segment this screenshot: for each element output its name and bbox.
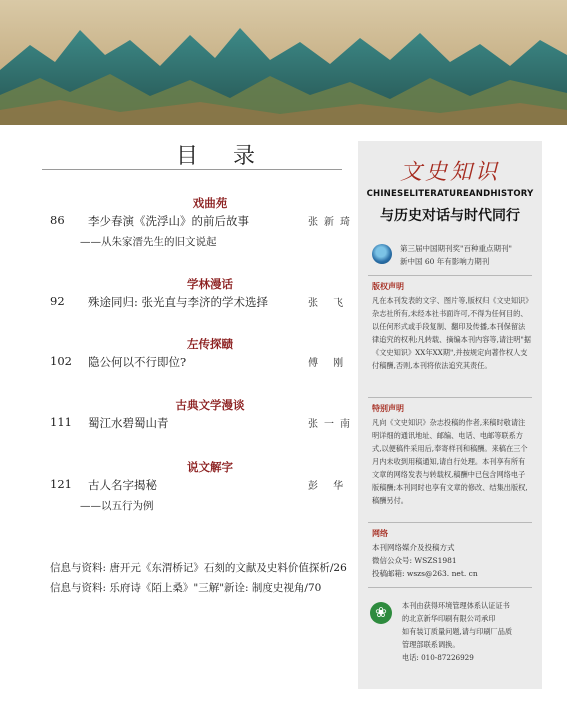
magazine-brand: 文史知识 xyxy=(399,160,500,185)
award-medal-icon xyxy=(372,244,392,264)
printer-line: 的北京新华印刷有限公司承印 xyxy=(402,614,496,623)
article-title: 李少春演《洗浮山》的前后故事 xyxy=(88,214,249,228)
category-heading: 说文解字 xyxy=(187,460,233,474)
award-text xyxy=(400,242,512,268)
article-subtitle: ——从朱家溍先生的旧文说起 xyxy=(80,236,217,248)
article-author: 张 飞 xyxy=(308,298,350,309)
printer-line: 如有装订质量问题,请与印刷厂品质 xyxy=(402,627,513,636)
panel-divider xyxy=(368,587,532,588)
magazine-info-panel xyxy=(358,141,542,689)
article-author: 张新琦 xyxy=(308,217,356,228)
printer-phone: 电话: 010-87226929 xyxy=(402,653,474,662)
category-heading: 左传探赜 xyxy=(187,337,233,351)
panel-divider xyxy=(368,275,532,276)
article-title: 殊途同归: 张光直与李济的学术选择 xyxy=(88,295,269,309)
printer-line: 管理部联系调换。 xyxy=(402,640,460,649)
info-line[interactable]: 信息与资料: 乐府诗《陌上桑》"三解"新诠: 制度史视角/70 xyxy=(50,582,322,594)
toc-title: 目 录 xyxy=(176,144,269,169)
article-title: 隐公何以不行即位? xyxy=(88,355,187,369)
article-subtitle: ——以五行为例 xyxy=(80,500,154,512)
award-line: 新中国 60 年有影响力期刊 xyxy=(400,257,490,266)
network-heading: 网络 xyxy=(372,528,388,538)
copyright-text: 凡在本刊发表的文字、图片等,版权归《文史知识》杂志社所有,未经本社书面许可,不得为任何目的、以任何形式或手段复制、翻印及传播,本刊保留法律追究的权利;凡转载、摘编本刊内容等,请注明"据《文史知识》XX年XX期",并按规定向著作权人支付稿酬,否则,本刊将依法追究其责任。 xyxy=(372,296,531,370)
info-line[interactable]: 信息与资料: 唐开元《东渭桥记》石刻的文献及史料价值探析/26 xyxy=(50,562,347,574)
submission-email[interactable]: 投稿邮箱: wszs@263. net. cn xyxy=(372,569,478,578)
category-heading: 古典文学漫谈 xyxy=(175,398,245,412)
panel-divider xyxy=(368,522,532,523)
printer-line: 本刊由获得环境管理体系认证证书 xyxy=(402,601,510,610)
landscape-banner xyxy=(0,0,567,125)
network-line: 本刊网络媒介及投稿方式 xyxy=(372,543,455,552)
page-number: 102 xyxy=(50,354,72,368)
magazine-slogan: 与历史对话与时代同行 xyxy=(380,208,520,224)
printer-info xyxy=(402,599,512,664)
panel-divider xyxy=(368,397,532,398)
page-number: 121 xyxy=(50,477,72,491)
magazine-brand-english: CHINESELITERATUREANDHISTORY xyxy=(366,189,534,199)
article-title: 蜀江水碧蜀山青 xyxy=(88,416,169,430)
wechat-account[interactable]: 微信公众号: WSZS1981 xyxy=(372,556,457,565)
article-author: 张一南 xyxy=(308,419,356,430)
article-title: 古人名字揭秘 xyxy=(88,478,157,492)
leaf-icon: ❀ xyxy=(370,602,392,624)
award-line: 第三届中国期刊奖"百种重点期刊" xyxy=(400,244,512,253)
special-notice-text: 凡向《文史知识》杂志投稿的作者,来稿时敬请注明详细的通讯地址、邮编、电话、电邮等联系方式,以便稿件采用后,奉寄样刊和稿酬。来稿在三个月内未收到用稿通知,请自行处理。本刊享有所有文章的网络发表与转载权,稿酬中已包含网络电子版稿酬;本刊同时也享有文章的修改、结集出版权,稿酬另付。 xyxy=(372,418,528,505)
page-number: 111 xyxy=(50,415,72,429)
article-author: 彭 华 xyxy=(308,481,350,492)
title-divider xyxy=(42,169,342,170)
page-number: 92 xyxy=(50,294,65,308)
category-heading: 学林漫话 xyxy=(187,277,233,291)
copyright-heading: 版权声明 xyxy=(372,281,404,291)
article-author: 傅 刚 xyxy=(308,358,350,369)
landscape-painting xyxy=(0,0,567,125)
special-notice-heading: 特别声明 xyxy=(372,403,404,413)
page-number: 86 xyxy=(50,213,65,227)
category-heading: 戏曲苑 xyxy=(192,196,228,210)
